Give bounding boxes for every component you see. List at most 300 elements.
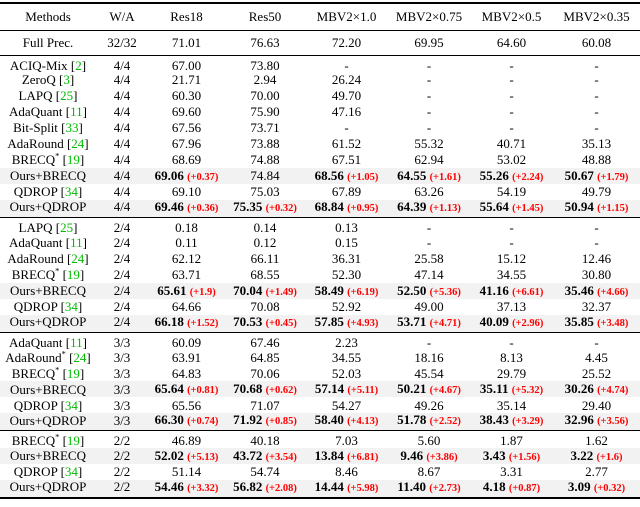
accuracy-value: 53.71 <box>397 314 427 329</box>
value-cell <box>470 448 553 464</box>
value-cell: - <box>509 88 514 104</box>
asterisk-marker: * <box>55 432 60 443</box>
value-cell: 63.71 <box>171 266 202 282</box>
value-cell: - <box>509 220 514 235</box>
accuracy-value: 9.46 <box>400 448 424 464</box>
accuracy-value: 56.82 <box>233 480 263 495</box>
value-cell: 64.66 <box>171 298 202 314</box>
improvement-delta: (+1.61) <box>429 172 461 184</box>
value-cell: 62.12 <box>171 250 202 266</box>
wa-cell: 2/4 <box>113 234 131 250</box>
value-cell <box>225 381 305 397</box>
value-cell: 21.71 <box>171 72 202 88</box>
improvement-delta: (+1.6) <box>596 452 623 464</box>
accuracy-value: 40.09 <box>479 314 509 329</box>
method-cell: BRECQ* [19] <box>11 432 85 449</box>
wa-cell: 4/4 <box>113 168 131 184</box>
improvement-delta: (+2.52) <box>429 416 461 428</box>
section-w3a3 <box>0 332 640 431</box>
value-cell: 52.03 <box>331 365 362 381</box>
improvement-delta: (+1.9) <box>189 286 216 298</box>
improvement-delta: (+0.62) <box>265 385 297 397</box>
improvement-delta: (+3.54) <box>265 452 297 464</box>
value-cell <box>148 315 225 333</box>
method-cell: AdaQuant [11] <box>9 334 87 350</box>
value-cell: 60.30 <box>171 88 202 104</box>
accuracy-value: 43.72 <box>233 448 263 464</box>
method-cell: Ours+QDROP <box>9 314 87 329</box>
value-cell <box>553 283 640 299</box>
method-cell: Ours+BRECQ <box>10 168 86 184</box>
accuracy-value: 66.18 <box>154 314 184 329</box>
accuracy-value: 32.96 <box>564 413 594 428</box>
value-cell <box>553 315 640 333</box>
value-cell: 74.88 <box>250 152 280 168</box>
value-cell: 25.58 <box>414 250 444 266</box>
method-cell: AdaRound [24] <box>7 136 89 152</box>
accuracy-value: 14.44 <box>314 480 344 495</box>
citation-number: 11 <box>70 334 83 350</box>
accuracy-value: 13.84 <box>314 448 344 464</box>
value-cell: - <box>594 334 599 350</box>
value-cell <box>553 448 640 464</box>
value-cell: 70.08 <box>250 298 280 314</box>
accuracy-value: 4.18 <box>482 480 506 495</box>
wa-cell: 32/32 <box>107 34 137 50</box>
citation-number: 34 <box>64 298 78 314</box>
wa-cell: 2/4 <box>113 250 131 266</box>
accuracy-value: 68.56 <box>314 168 344 184</box>
table-row <box>0 267 640 283</box>
improvement-delta: (+4.13) <box>347 416 379 428</box>
value-cell: 67.96 <box>171 136 202 152</box>
citation-number: 3 <box>63 72 70 88</box>
improvement-delta: (+4.67) <box>429 385 461 397</box>
table-row <box>0 104 640 120</box>
value-cell: 3.31 <box>500 464 523 480</box>
value-cell: 48.88 <box>581 152 612 168</box>
value-cell: - <box>594 104 599 120</box>
method-cell: BRECQ* [19] <box>11 266 85 282</box>
value-cell <box>388 283 470 299</box>
column-header-methods: Methods <box>25 8 71 24</box>
value-cell: 75.90 <box>250 104 280 120</box>
value-cell: - <box>594 234 599 250</box>
improvement-delta: (+0.32) <box>265 203 297 215</box>
improvement-delta: (+3.29) <box>512 416 544 428</box>
accuracy-value: 35.11 <box>479 381 509 397</box>
table-row <box>0 448 640 464</box>
value-cell: 46.89 <box>171 433 202 449</box>
value-cell: - <box>426 57 432 73</box>
value-cell: 29.79 <box>496 365 527 381</box>
value-cell: 29.40 <box>581 397 612 413</box>
asterisk-marker: * <box>55 266 60 276</box>
value-cell: - <box>594 120 599 136</box>
value-cell: 5.60 <box>417 433 441 449</box>
accuracy-value: 70.68 <box>233 381 263 397</box>
column-header-mbv2-1-0: MBV2×1.0 <box>316 8 377 24</box>
improvement-delta: (+0.81) <box>187 385 219 397</box>
value-cell: 4.45 <box>585 349 608 365</box>
improvement-delta: (+5.98) <box>347 483 379 495</box>
wa-cell: 2/4 <box>113 282 131 298</box>
accuracy-value: 51.78 <box>397 413 427 428</box>
value-cell: - <box>509 120 514 136</box>
column-header-res18: Res18 <box>170 8 203 24</box>
value-cell: 1.87 <box>500 433 523 449</box>
value-cell: 54.74 <box>250 464 280 480</box>
method-cell: Ours+BRECQ <box>10 381 86 397</box>
citation-number: 19 <box>66 266 80 282</box>
accuracy-value: 70.53 <box>233 314 263 329</box>
table-row <box>0 365 640 381</box>
value-cell: 69.60 <box>171 104 202 120</box>
asterisk-marker: * <box>61 349 66 359</box>
method-cell: QDROP [34] <box>13 464 83 480</box>
value-cell: - <box>426 234 432 250</box>
value-cell: 73.71 <box>250 120 280 136</box>
value-cell <box>470 480 553 498</box>
value-cell <box>225 283 305 299</box>
value-cell: 49.00 <box>414 298 444 314</box>
value-cell: - <box>426 88 432 104</box>
improvement-delta: (+3.48) <box>597 317 629 329</box>
value-cell: 54.19 <box>496 184 527 200</box>
accuracy-value: 41.16 <box>479 282 509 298</box>
accuracy-value: 50.67 <box>564 168 594 184</box>
method-cell: Ours+BRECQ <box>10 448 86 464</box>
table-row <box>0 397 640 413</box>
citation-number: 24 <box>71 136 85 152</box>
value-cell <box>470 283 553 299</box>
header-row <box>0 3 640 30</box>
accuracy-value: 69.06 <box>154 168 184 184</box>
improvement-delta: (+1.05) <box>347 172 379 184</box>
value-cell: - <box>509 72 514 88</box>
value-cell: 67.51 <box>331 152 362 168</box>
improvement-delta: (+5.11) <box>347 385 379 397</box>
value-cell <box>553 413 640 431</box>
table-row <box>0 332 640 349</box>
wa-cell: 3/3 <box>113 413 131 428</box>
value-cell: 60.09 <box>171 334 202 350</box>
value-cell <box>148 480 225 498</box>
value-cell: - <box>426 120 432 136</box>
table-row <box>0 88 640 104</box>
value-cell <box>388 200 470 218</box>
table-row <box>0 381 640 397</box>
value-cell: - <box>509 234 514 250</box>
citation-number: 2 <box>75 57 82 73</box>
value-cell: 64.60 <box>496 34 527 50</box>
table-row <box>0 152 640 168</box>
improvement-delta: (+1.13) <box>429 203 461 215</box>
asterisk-marker: * <box>55 365 60 375</box>
improvement-delta: (+1.49) <box>265 286 297 298</box>
value-cell <box>148 448 225 464</box>
wa-cell: 3/3 <box>113 365 131 381</box>
accuracy-value: 75.35 <box>233 200 263 215</box>
accuracy-value: 35.46 <box>564 282 594 298</box>
wa-cell: 4/4 <box>113 120 131 136</box>
value-cell: 15.12 <box>496 250 527 266</box>
accuracy-value: 70.04 <box>233 282 263 298</box>
value-cell <box>305 283 388 299</box>
value-cell: 0.11 <box>175 234 198 250</box>
value-cell: 34.55 <box>331 349 362 365</box>
value-cell: 60.08 <box>581 34 612 50</box>
value-cell: - <box>426 104 432 120</box>
accuracy-value: 64.39 <box>397 200 427 215</box>
value-cell: 69.95 <box>414 34 444 50</box>
value-cell: 32.37 <box>581 298 612 314</box>
improvement-delta: (+0.95) <box>347 203 379 215</box>
value-cell: 25.52 <box>581 365 612 381</box>
method-cell: LAPQ [25] <box>18 88 78 104</box>
accuracy-value: 50.94 <box>564 200 594 215</box>
improvement-delta: (+1.79) <box>597 172 629 184</box>
wa-cell: 4/4 <box>113 152 131 168</box>
wa-cell: 2/2 <box>113 464 131 480</box>
value-cell: 67.89 <box>331 184 362 200</box>
value-cell: 2.23 <box>335 334 358 350</box>
accuracy-value: 68.84 <box>314 200 344 215</box>
value-cell: 73.88 <box>250 136 280 152</box>
value-cell: 0.12 <box>253 234 277 250</box>
value-cell: 2.77 <box>585 464 608 480</box>
value-cell: 2.94 <box>253 72 277 88</box>
improvement-delta: (+0.37) <box>187 172 219 184</box>
citation-number: 25 <box>60 220 74 235</box>
improvement-delta: (+1.15) <box>597 203 629 215</box>
improvement-delta: (+4.71) <box>429 317 461 329</box>
improvement-delta: (+2.73) <box>429 483 461 495</box>
value-cell <box>305 413 388 431</box>
value-cell: 49.26 <box>414 397 444 413</box>
value-cell: 66.11 <box>250 250 280 266</box>
method-cell: BRECQ* [19] <box>11 152 85 168</box>
accuracy-value: 54.46 <box>154 480 184 495</box>
value-cell: 40.71 <box>496 136 527 152</box>
value-cell: 76.63 <box>250 34 280 50</box>
quantization-results-table <box>0 2 640 499</box>
value-cell <box>148 200 225 218</box>
accuracy-value: 35.85 <box>564 314 594 329</box>
accuracy-value: 57.14 <box>314 381 345 397</box>
table-row <box>0 235 640 251</box>
method-cell: QDROP [34] <box>13 397 83 413</box>
value-cell: 64.85 <box>250 349 280 365</box>
value-cell <box>225 448 305 464</box>
improvement-delta: (+1.56) <box>508 452 541 464</box>
section-w2a2 <box>0 431 640 498</box>
value-cell: 49.79 <box>581 184 612 200</box>
wa-cell: 4/4 <box>113 200 131 215</box>
column-header-w-a: W/A <box>109 8 135 24</box>
value-cell: 72.20 <box>331 34 362 50</box>
value-cell: 64.83 <box>171 365 202 381</box>
improvement-delta: (+0.74) <box>187 416 219 428</box>
citation-number: 19 <box>66 433 80 449</box>
accuracy-value: 71.92 <box>233 413 263 428</box>
table-header <box>0 3 640 30</box>
improvement-delta: (+1.52) <box>187 317 219 329</box>
method-cell: Ours+QDROP <box>9 480 87 495</box>
value-cell <box>388 413 470 431</box>
value-cell: 36.31 <box>331 250 362 266</box>
full-precision-section <box>0 30 640 55</box>
improvement-delta: (+4.93) <box>347 317 379 329</box>
value-cell: 7.03 <box>335 433 358 449</box>
value-cell: - <box>594 72 599 88</box>
value-cell: 63.91 <box>171 349 202 365</box>
wa-cell: 4/4 <box>113 88 131 104</box>
improvement-delta: (+2.96) <box>512 317 544 329</box>
wa-cell: 2/2 <box>113 433 131 449</box>
accuracy-value: 55.26 <box>479 168 509 184</box>
value-cell: 74.84 <box>250 168 280 184</box>
wa-cell: 2/4 <box>113 266 131 282</box>
column-header-mbv2-0-5: MBV2×0.5 <box>481 8 542 24</box>
method-cell: AdaQuant [11] <box>9 234 87 250</box>
value-cell: 71.01 <box>171 34 202 50</box>
value-cell: 67.56 <box>171 120 202 136</box>
accuracy-value: 52.50 <box>397 282 427 298</box>
table-row <box>0 30 640 55</box>
improvement-delta: (+6.19) <box>347 286 379 298</box>
accuracy-value: 57.85 <box>314 314 344 329</box>
improvement-delta: (+3.56) <box>597 416 629 428</box>
value-cell: 47.16 <box>331 104 362 120</box>
accuracy-value: 11.40 <box>397 480 426 495</box>
improvement-delta: (+2.24) <box>512 172 544 184</box>
wa-cell: 2/2 <box>113 480 131 495</box>
column-header-mbv2-0-75: MBV2×0.75 <box>395 8 463 24</box>
value-cell <box>470 200 553 218</box>
improvement-delta: (+0.85) <box>265 416 297 428</box>
table-row <box>0 200 640 218</box>
citation-number: 24 <box>73 349 87 365</box>
value-cell: 62.94 <box>414 152 444 168</box>
section-w4a4 <box>0 55 640 218</box>
improvement-delta: (+0.87) <box>508 483 541 495</box>
citation-number: 33 <box>65 120 79 136</box>
section-w2a4 <box>0 218 640 333</box>
value-cell: - <box>344 57 349 73</box>
improvement-delta: (+2.08) <box>265 483 297 495</box>
value-cell: - <box>509 57 514 73</box>
improvement-delta: (+6.61) <box>512 286 544 298</box>
value-cell <box>388 315 470 333</box>
value-cell: 47.14 <box>414 266 444 282</box>
value-cell: 65.56 <box>171 397 202 413</box>
table-row <box>0 299 640 315</box>
method-cell: ACIQ-Mix [2] <box>9 57 87 73</box>
value-cell <box>470 413 553 431</box>
method-cell: ZeroQ [3] <box>21 72 75 88</box>
value-cell <box>305 381 388 397</box>
value-cell <box>305 448 388 464</box>
value-cell <box>148 283 225 299</box>
value-cell <box>553 168 640 184</box>
improvement-delta: (+0.32) <box>593 483 626 495</box>
table-row <box>0 218 640 235</box>
accuracy-value: 3.43 <box>482 448 506 464</box>
value-cell: - <box>509 334 514 350</box>
improvement-delta: (+1.45) <box>512 203 544 215</box>
method-cell: AdaQuant [11] <box>9 104 87 120</box>
value-cell <box>305 200 388 218</box>
value-cell: 55.32 <box>414 136 444 152</box>
value-cell: 34.55 <box>496 266 527 282</box>
citation-number: 19 <box>66 365 80 381</box>
accuracy-value: 66.30 <box>154 413 184 428</box>
value-cell: 53.02 <box>496 152 527 168</box>
improvement-delta: (+5.32) <box>511 385 544 397</box>
table-row <box>0 349 640 365</box>
value-cell: 63.26 <box>414 184 444 200</box>
method-cell: AdaRound [24] <box>7 250 89 266</box>
value-cell <box>553 480 640 498</box>
value-cell: 0.13 <box>335 220 358 235</box>
improvement-delta: (+3.32) <box>187 483 219 495</box>
value-cell <box>225 200 305 218</box>
value-cell: 71.07 <box>250 397 280 413</box>
value-cell <box>225 315 305 333</box>
table-row <box>0 315 640 333</box>
wa-cell: 4/4 <box>113 104 131 120</box>
value-cell: - <box>594 57 599 73</box>
value-cell <box>305 315 388 333</box>
table-row <box>0 431 640 448</box>
citation-number: 25 <box>60 88 74 104</box>
value-cell <box>148 168 225 184</box>
wa-cell: 3/3 <box>113 381 131 397</box>
value-cell <box>470 315 553 333</box>
wa-cell: 2/4 <box>113 298 131 314</box>
value-cell: 0.15 <box>335 234 358 250</box>
value-cell: 12.46 <box>581 250 612 266</box>
table-row <box>0 480 640 498</box>
value-cell: 0.18 <box>175 220 198 235</box>
value-cell: 37.13 <box>496 298 527 314</box>
value-cell: 67.46 <box>250 334 280 350</box>
value-cell: - <box>344 120 349 136</box>
value-cell <box>388 381 470 397</box>
value-cell <box>388 448 470 464</box>
accuracy-value: 64.55 <box>397 168 427 184</box>
improvement-delta: (+0.36) <box>187 203 219 215</box>
wa-cell: 2/2 <box>113 448 131 464</box>
table-row <box>0 136 640 152</box>
value-cell: 8.13 <box>500 349 523 365</box>
table-row <box>0 168 640 184</box>
citation-number: 11 <box>70 234 83 250</box>
value-cell: - <box>426 72 432 88</box>
value-cell <box>305 480 388 498</box>
improvement-delta: (+5.13) <box>187 452 219 464</box>
wa-cell: 4/4 <box>113 184 131 200</box>
table-row <box>0 55 640 72</box>
value-cell: 73.80 <box>250 57 280 73</box>
accuracy-value: 38.43 <box>479 413 509 428</box>
value-cell: - <box>509 104 514 120</box>
citation-number: 34 <box>64 464 78 480</box>
accuracy-value: 3.09 <box>567 480 591 495</box>
value-cell: 52.92 <box>331 298 362 314</box>
wa-cell: 4/4 <box>113 72 131 88</box>
